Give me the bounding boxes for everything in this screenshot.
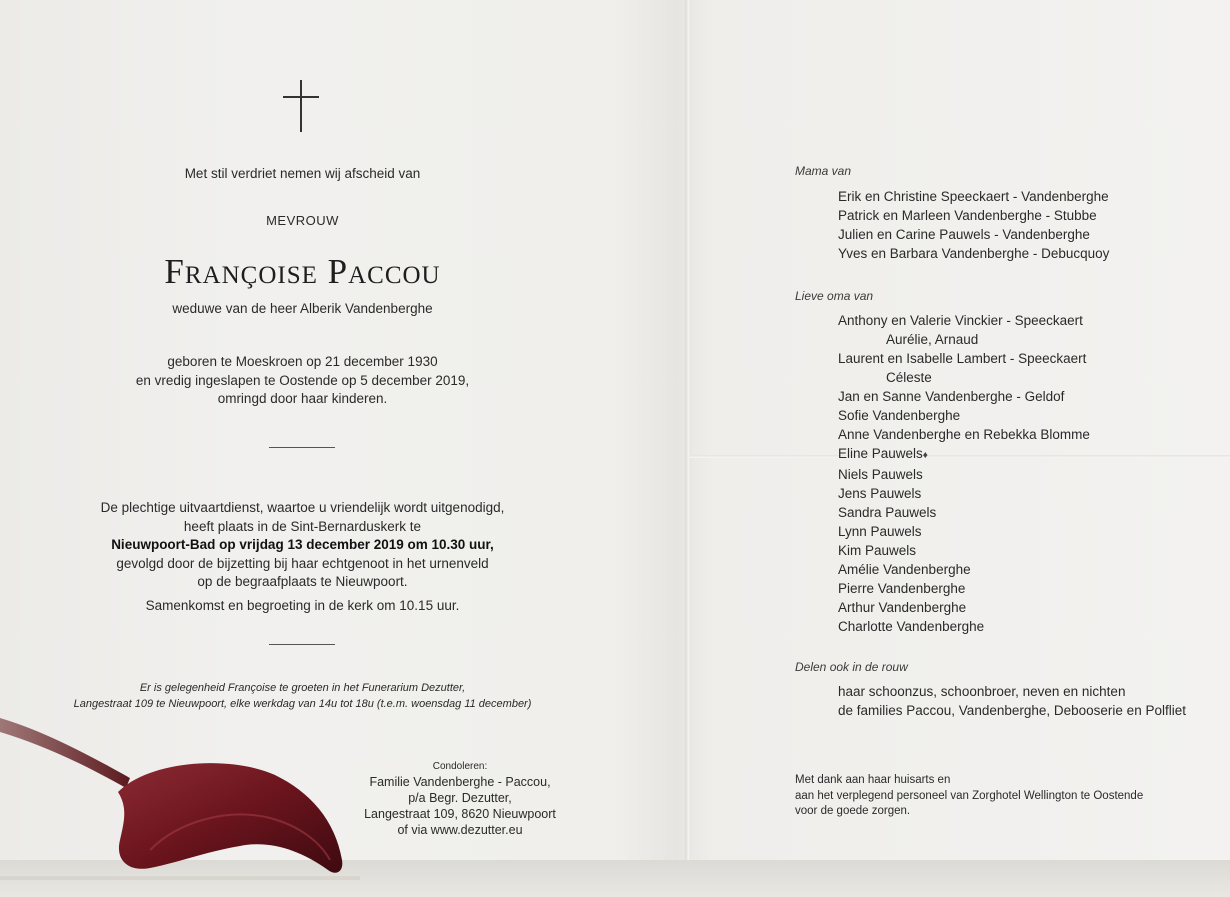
list-item: Jens Pauwels (838, 486, 922, 501)
list-item: Lynn Pauwels (838, 524, 922, 539)
grandchildren-list (838, 311, 1090, 636)
thanks-line: voor de goede zorgen. (795, 805, 911, 817)
thanks-note (795, 773, 1143, 820)
list-item: Céleste (886, 370, 932, 385)
condole-website: of via www.dezutter.eu (397, 823, 523, 837)
list-item: Arthur Vandenberghe (838, 600, 967, 615)
condole-label: Condoleren: (432, 761, 488, 772)
oma-title: Lieve oma van (795, 289, 874, 303)
surrounded-line: omringd door haar kinderen. (217, 391, 388, 406)
list-item: Kim Pauwels (838, 543, 917, 558)
gathering-info: Samenkomst en begroeting in de kerk om 10.15 uur. (145, 598, 460, 613)
list-item-label: Eline Pauwels (838, 446, 923, 461)
service-line: gevolgd door de bijzetting bij haar echtgenoot in het urnenveld (116, 555, 489, 571)
list-item: Aurélie, Arnaud (886, 332, 979, 347)
list-item: Julien en Carine Pauwels - Vandenberghe (838, 227, 1090, 242)
title-mevrouw: MEVROUW (266, 213, 339, 228)
list-item: Anne Vandenberghe en Rebekka Blomme (838, 427, 1090, 442)
rouw-title: Delen ook in de rouw (795, 660, 908, 674)
condolence-address (360, 760, 560, 838)
divider (269, 447, 335, 448)
mama-title: Mama van (795, 164, 852, 178)
list-item: Jan en Sanne Vandenberghe - Geldof (838, 389, 1065, 404)
list-item: Sandra Pauwels (838, 505, 937, 520)
intro-text: Met stil verdriet nemen wij afscheid van (184, 166, 421, 181)
list-item: Erik en Christine Speeckaert - Vandenberghe (838, 189, 1109, 204)
visit-line: Langestraat 109 te Nieuwpoort, elke werkdag van 14u tot 18u (t.e.m. woensdag 11 december) (73, 698, 532, 710)
list-item: de families Paccou, Vandenberghe, Debooserie en Polfliet (838, 703, 1186, 718)
list-item: Anthony en Valerie Vinckier - Speeckaert (838, 313, 1083, 328)
visit-line: Er is gelegenheid Françoise te groeten in het Funerarium Dezutter, (139, 682, 466, 694)
list-item: Sofie Vandenberghe (838, 408, 961, 423)
cross-icon (283, 80, 319, 132)
divider (269, 644, 335, 645)
list-item: Patrick en Marleen Vandenberghe - Stubbe (838, 208, 1097, 223)
condole-line: Familie Vandenberghe - Paccou, (369, 775, 551, 789)
list-item: Charlotte Vandenberghe (838, 619, 985, 634)
right-page (691, 0, 1230, 897)
list-item: Yves en Barbara Vandenberghe - Debucquoy (838, 246, 1110, 261)
thanks-line: Met dank aan haar huisarts en (795, 774, 951, 786)
list-item: Laurent en Isabelle Lambert - Speeckaert (838, 351, 1087, 366)
list-item: haar schoonzus, schoonbroer, neven en nichten (838, 684, 1126, 699)
deceased-name: Françoise Paccou (164, 252, 441, 291)
list-item (838, 444, 1090, 465)
list-item: Niels Pauwels (838, 467, 923, 482)
service-line: De plechtige uitvaartdienst, waartoe u vriendelijk wordt uitgenodigd, (100, 500, 505, 515)
birth-death-info (0, 353, 605, 409)
children-list (838, 187, 1109, 263)
widow-of: weduwe van de heer Alberik Vandenberghe (172, 301, 433, 316)
thanks-line: aan het verplegend personeel van Zorghotel Wellington te Oostende (795, 789, 1144, 802)
calla-lily-icon (0, 700, 360, 880)
died-line: en vredig ingeslapen te Oostende op 5 december 2019, (135, 372, 470, 388)
service-info (0, 499, 605, 592)
list-item: Pierre Vandenberghe (838, 581, 966, 596)
mourners-list (838, 682, 1186, 720)
list-item: Amélie Vandenberghe (838, 562, 971, 577)
condole-line: Langestraat 109, 8620 Nieuwpoort (364, 807, 556, 821)
service-line: heeft plaats in de Sint-Bernarduskerk te (183, 518, 422, 534)
service-line: op de begraafplaats te Nieuwpoort. (197, 574, 408, 589)
butterfly-icon: ♦ (922, 450, 928, 461)
born-line: geboren te Moeskroen op 21 december 1930 (167, 354, 438, 369)
condole-line: p/a Begr. Dezutter, (408, 791, 512, 805)
service-date: Nieuwpoort-Bad op vrijdag 13 december 2019 om 10.30 uur, (111, 537, 494, 552)
